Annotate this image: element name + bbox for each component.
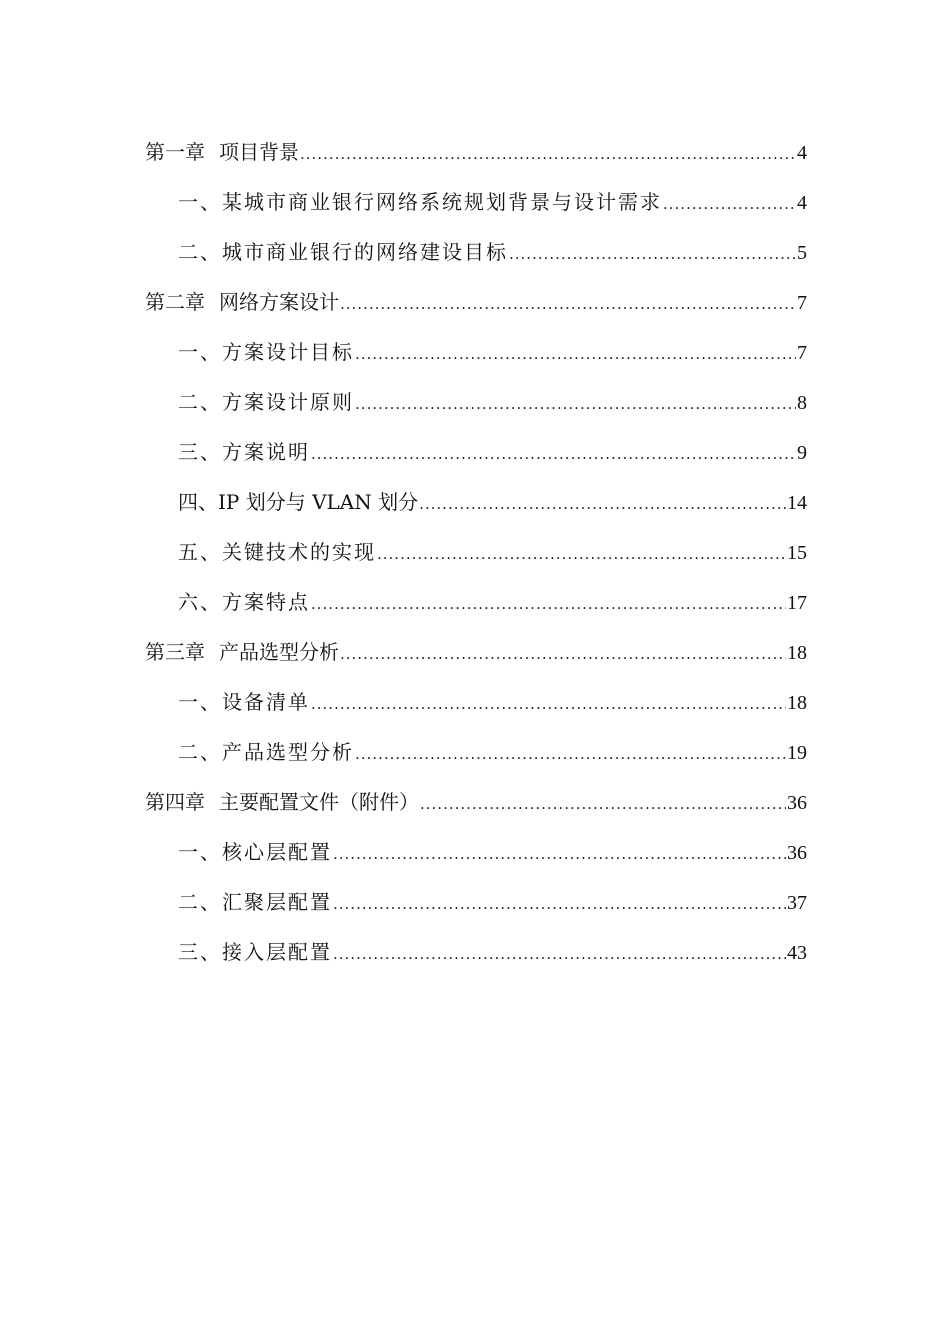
toc-dot-leader — [509, 235, 796, 273]
toc-chapter-label: 第二章 — [145, 290, 205, 314]
toc-entry-section[interactable] — [145, 333, 807, 383]
toc-entry-title — [145, 633, 339, 671]
toc-dot-leader — [333, 885, 786, 923]
toc-entry-section[interactable] — [145, 183, 807, 233]
toc-dot-leader — [340, 635, 786, 673]
toc-entry-section[interactable] — [145, 733, 807, 783]
toc-dot-leader — [377, 535, 786, 573]
toc-chapter-label: 第三章 — [145, 640, 205, 664]
toc-entry-title: 二、产品选型分析 — [178, 740, 354, 764]
toc-entry-section[interactable] — [145, 483, 807, 533]
toc-dot-leader — [419, 485, 786, 523]
toc-entry-chapter-1[interactable] — [145, 133, 807, 183]
toc-entry-title: 二、方案设计原则 — [178, 390, 354, 414]
toc-entry-section[interactable] — [145, 233, 807, 283]
toc-entry-section[interactable] — [145, 833, 807, 883]
toc-page-number: 36 — [787, 842, 807, 864]
toc-entry-title: 三、方案说明 — [178, 440, 310, 464]
toc-entry-title — [145, 283, 339, 321]
toc-entry-section[interactable] — [145, 533, 807, 583]
toc-page-number: 7 — [797, 292, 807, 314]
toc-entry-section[interactable] — [145, 883, 807, 933]
toc-entry-title: 五、关键技术的实现 — [178, 540, 376, 564]
toc-chapter-title: 项目背景 — [219, 140, 299, 164]
toc-chapter-label: 第一章 — [145, 140, 205, 164]
toc-entry-title: 四、IP 划分与 VLAN 划分 — [178, 490, 419, 514]
toc-entry-title: 一、设备清单 — [178, 690, 310, 714]
toc-entry-title — [145, 783, 419, 821]
toc-dot-leader — [311, 585, 786, 623]
toc-page-number: 5 — [797, 242, 807, 264]
toc-dot-leader — [420, 785, 786, 823]
toc-chapter-title: 网络方案设计 — [219, 290, 339, 314]
table-of-contents — [145, 133, 807, 983]
toc-entry-title: 六、方案特点 — [178, 590, 310, 614]
toc-dot-leader — [311, 685, 786, 723]
toc-page-number: 4 — [797, 192, 807, 214]
toc-entry-section[interactable] — [145, 383, 807, 433]
toc-page-number: 14 — [787, 492, 807, 514]
toc-page-number: 8 — [797, 392, 807, 414]
toc-page-number: 43 — [787, 942, 807, 964]
toc-entry-section[interactable] — [145, 583, 807, 633]
toc-chapter-title: 产品选型分析 — [219, 640, 339, 664]
toc-page-number: 36 — [787, 792, 807, 814]
toc-chapter-title: 主要配置文件（附件） — [219, 790, 419, 814]
toc-entry-title: 一、核心层配置 — [178, 840, 332, 864]
toc-entry-chapter-3[interactable] — [145, 633, 807, 683]
toc-page-number: 17 — [787, 592, 807, 614]
toc-entry-title: 三、接入层配置 — [178, 940, 332, 964]
toc-dot-leader — [355, 335, 796, 373]
toc-dot-leader — [340, 285, 796, 323]
toc-entry-title: 一、某城市商业银行网络系统规划背景与设计需求 — [178, 190, 662, 214]
toc-dot-leader — [355, 385, 796, 423]
toc-page-number: 7 — [797, 342, 807, 364]
toc-dot-leader — [355, 735, 786, 773]
toc-entry-section[interactable] — [145, 933, 807, 983]
toc-chapter-label: 第四章 — [145, 790, 205, 814]
toc-entry-title — [145, 133, 299, 171]
toc-entry-chapter-4[interactable] — [145, 783, 807, 833]
toc-entry-title: 二、城市商业银行的网络建设目标 — [178, 240, 508, 264]
toc-entry-section[interactable] — [145, 683, 807, 733]
toc-page-number: 9 — [797, 442, 807, 464]
toc-entry-chapter-2[interactable] — [145, 283, 807, 333]
toc-dot-leader — [333, 835, 786, 873]
toc-page-number: 19 — [787, 742, 807, 764]
toc-dot-leader — [333, 935, 786, 973]
toc-page-number: 15 — [787, 542, 807, 564]
toc-dot-leader — [311, 435, 796, 473]
toc-page-number: 18 — [787, 642, 807, 664]
toc-page-number: 37 — [787, 892, 807, 914]
toc-entry-title: 二、汇聚层配置 — [178, 890, 332, 914]
toc-entry-section[interactable] — [145, 433, 807, 483]
toc-page-number: 4 — [797, 142, 807, 164]
toc-entry-title: 一、方案设计目标 — [178, 340, 354, 364]
toc-dot-leader — [300, 135, 796, 173]
toc-dot-leader — [663, 185, 796, 223]
toc-page-number: 18 — [787, 692, 807, 714]
